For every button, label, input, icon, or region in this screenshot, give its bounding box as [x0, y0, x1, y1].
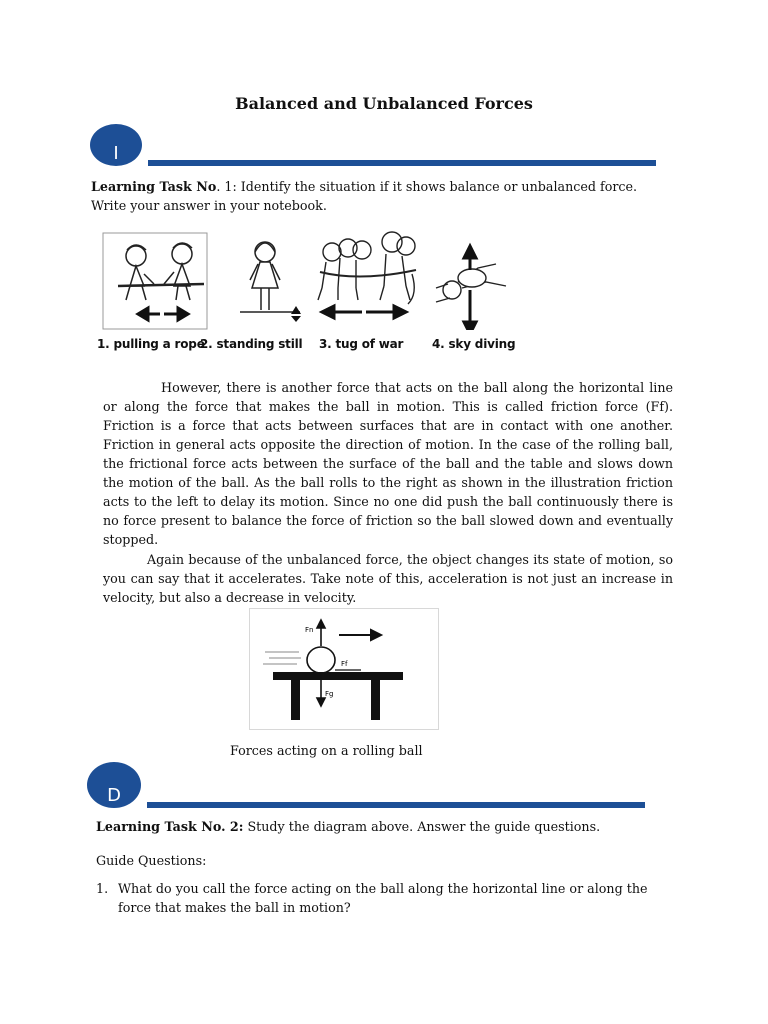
tug-of-war-figure: [318, 232, 416, 304]
pulling-rope-figure: [118, 243, 204, 300]
section-i-letter: I: [113, 143, 119, 164]
standing-still-figure: [240, 242, 300, 312]
question-1: [96, 879, 676, 917]
normal-force-arrow: [317, 620, 325, 646]
table-leg-right: [371, 680, 380, 720]
fg-label: Fg: [325, 690, 334, 698]
figure-caption: Forces acting on a rolling ball: [230, 743, 423, 758]
friction-paragraph: However, there is another force that acts on the ball along the horizontal line or along the force that makes the ball in motion. This is called friction force (Ff). Friction is a force that acts between surfaces that are in contact with one another. Friction in general acts opposite the direction of motion. In the case of the rolling ball, the frictional force acts between the surface of the ball and the table and slows down the motion of the ball. As the ball rolls to the right as shown in the illustration friction acts to the left to delay its motion. Since no one did push the ball continuously there is no force present to balance the force of friction so the ball slowed down and eventually stopped.: [103, 380, 673, 547]
guide-questions-heading: Guide Questions:: [96, 853, 207, 868]
task1-text: . 1: Identify the situation if it shows balance or unbalanced force. Write your answer in your notebook.: [91, 179, 638, 213]
task1-label: Learning Task No: [91, 179, 217, 194]
section-i-badge: [90, 124, 142, 166]
standing-arrows: [291, 306, 301, 322]
rolling-ball-diagram: [249, 608, 439, 730]
ff-label: Ff: [341, 660, 348, 668]
section-i-divider: [148, 160, 656, 166]
rope-arrows: [138, 308, 188, 320]
section-d-letter: D: [107, 785, 121, 806]
fn-label: Fn: [305, 626, 314, 634]
tug-arrows: [322, 306, 406, 318]
task2-instructions: [96, 817, 686, 836]
table-leg-left: [291, 680, 300, 720]
motion-lines: [263, 652, 301, 664]
task1-instructions: [91, 177, 676, 215]
motion-arrow: [339, 630, 381, 640]
situations-illustration: [100, 230, 520, 330]
situation-label-4: 4. sky diving: [432, 337, 516, 351]
section-d-badge: [87, 762, 141, 808]
page-title: Balanced and Unbalanced Forces: [235, 94, 533, 113]
situation-label-3: 3. tug of war: [319, 337, 404, 351]
figure-frame: [250, 609, 439, 730]
acceleration-paragraph: Again because of the unbalanced force, the object changes its state of motion, so you can say that it accelerates. Take note of this, acceleration is not just an increase in velocity, but also a decrease in velocity.: [103, 552, 673, 605]
task2-label: Learning Task No. 2:: [96, 819, 244, 834]
table-top: [273, 672, 403, 680]
question-1-number: 1.: [96, 881, 109, 896]
situation-label-2: 2. standing still: [200, 337, 303, 351]
sky-arrows: [464, 246, 476, 330]
situation-label-1: 1. pulling a rope: [97, 337, 205, 351]
task2-text: Study the diagram above. Answer the guide questions.: [243, 819, 601, 834]
ball: [307, 647, 335, 673]
section-d-divider: [147, 802, 645, 808]
question-1-text: What do you call the force acting on the ball along the horizontal line or along the force that makes the ball in motion?: [118, 881, 648, 915]
